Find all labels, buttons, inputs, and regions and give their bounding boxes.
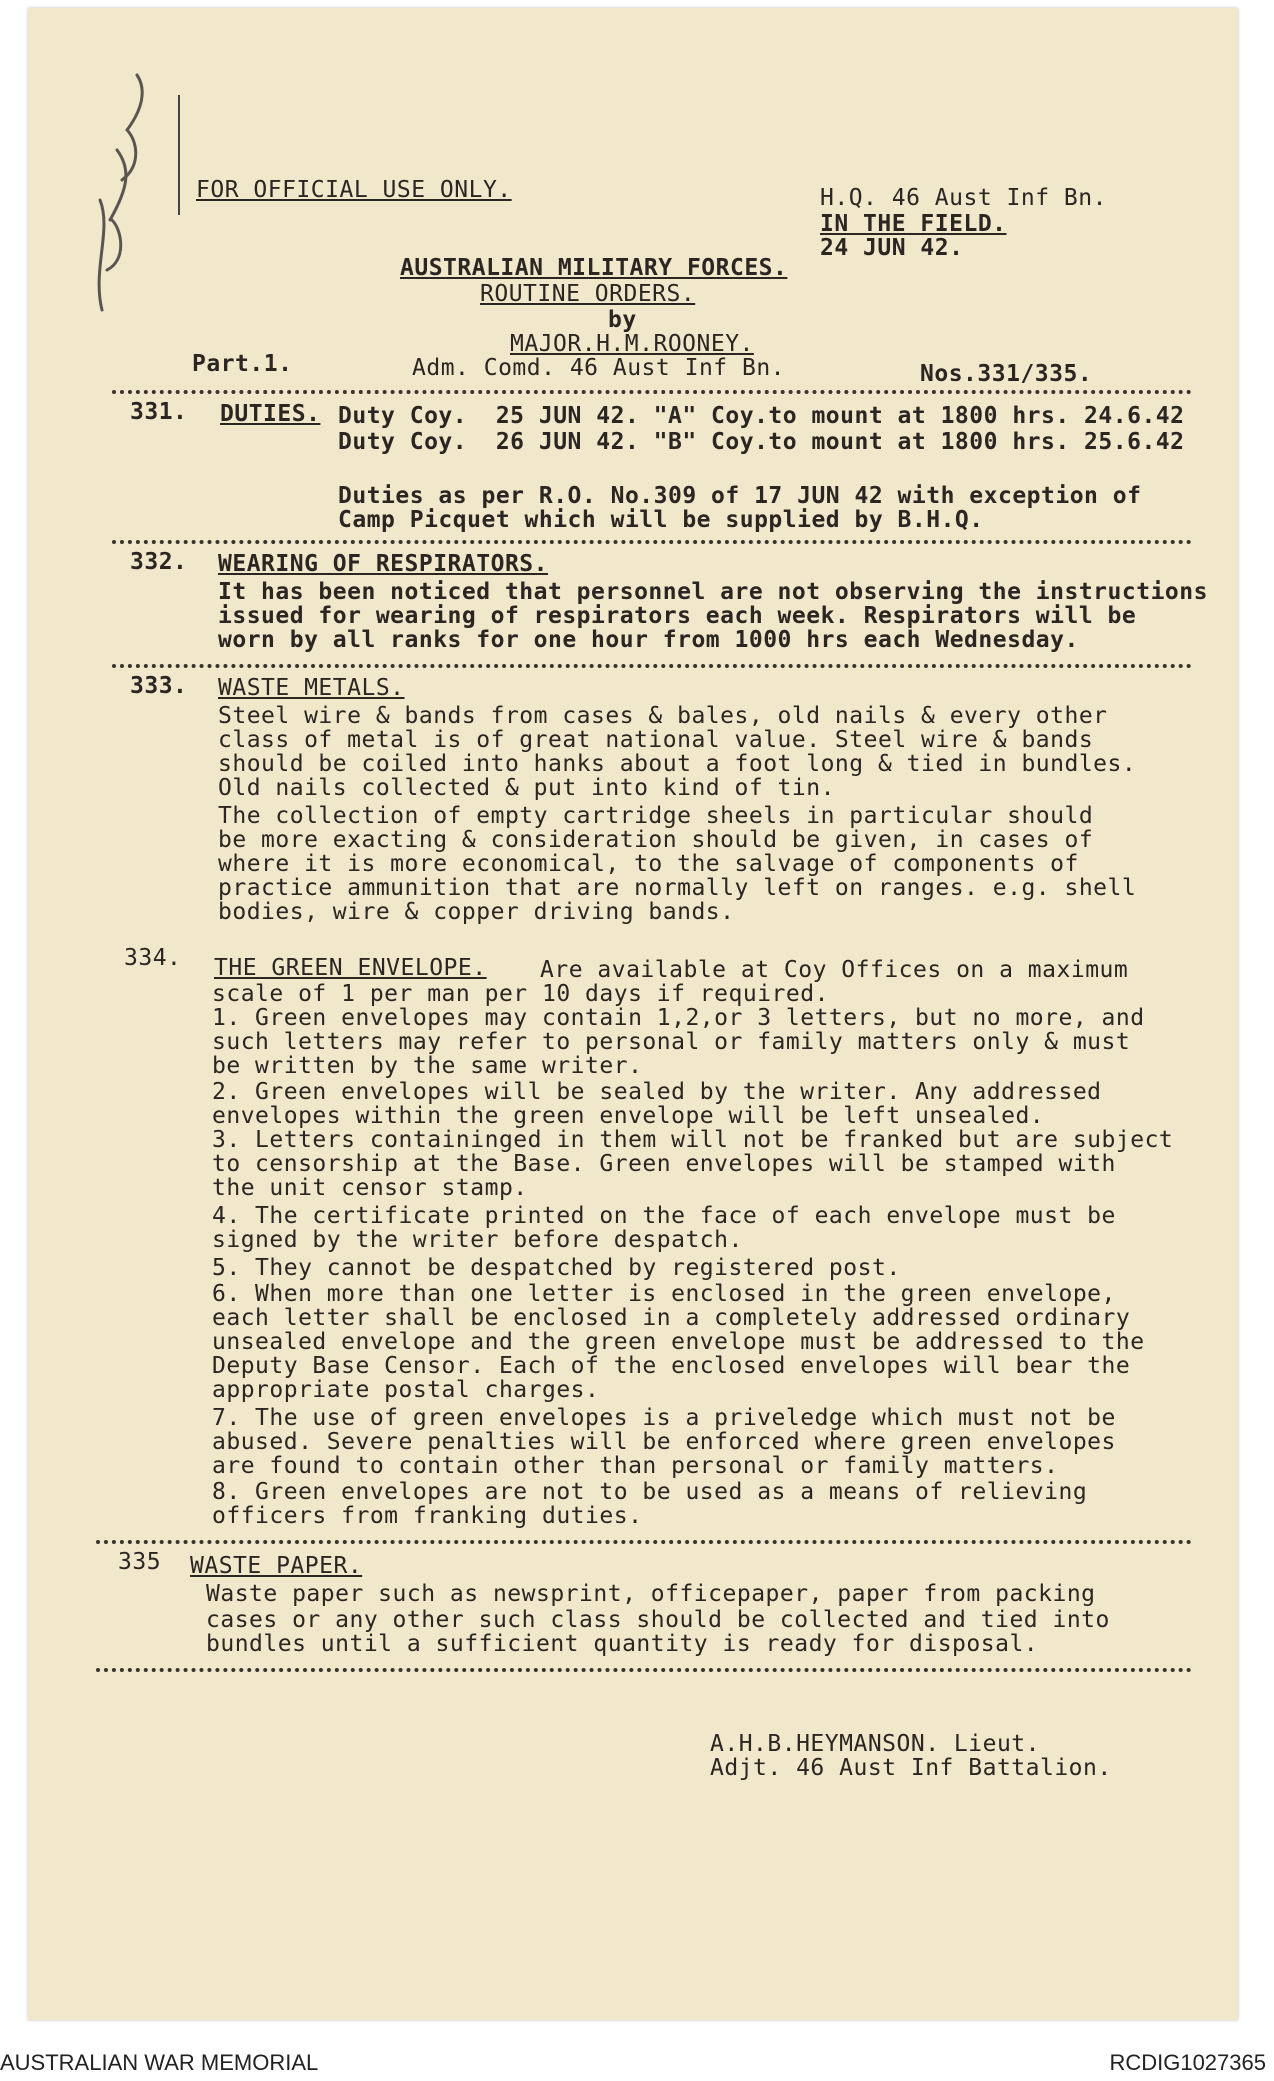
order-text: worn by all ranks for one hour from 1000 hrs each Wednesday. (218, 627, 1079, 653)
part-label: Part.1. (192, 351, 293, 377)
order-text: issued for wearing of respirators each week. Respirators will be (218, 603, 1137, 629)
order-text: 3. Letters containinged in them will not be franked but are subject (212, 1127, 1174, 1153)
order-text: 7. The use of green envelopes is a priveledge which must not be (212, 1405, 1116, 1431)
order-numbers: Nos.331/335. (920, 361, 1093, 387)
order-text: 1. Green envelopes may contain 1,2,or 3 letters, but no more, and (212, 1005, 1145, 1031)
order-heading: WASTE PAPER. (190, 1553, 363, 1579)
order-number: 331. (130, 399, 188, 425)
order-text: unsealed envelope and the green envelope must be addressed to the (212, 1329, 1145, 1355)
order-text: Duties as per R.O. No.309 of 17 JUN 42 with exception of (338, 483, 1142, 509)
order-text: where it is more economical, to the salvage of components of (218, 851, 1079, 877)
order-text: Steel wire & bands from cases & bales, old nails & every other (218, 703, 1108, 729)
divider (112, 540, 1192, 544)
order-text: Deputy Base Censor. Each of the enclosed envelopes will bear the (212, 1353, 1131, 1379)
order-text: Camp Picquet which will be supplied by B.H.Q. (338, 507, 984, 533)
order-text: appropriate postal charges. (212, 1377, 600, 1403)
order-text: Duty Coy. 26 JUN 42. "B" Coy.to mount at 1800 hrs. 25.6.42 (338, 429, 1185, 455)
order-text: The collection of empty cartridge sheels in particular should (218, 803, 1094, 829)
hq-label: H.Q. 46 Aust Inf Bn. (820, 185, 1107, 211)
order-text: to censorship at the Base. Green envelopes will be stamped with (212, 1151, 1116, 1177)
document-title: AUSTRALIAN MILITARY FORCES. (400, 255, 788, 281)
margin-rule (178, 95, 180, 215)
document-subtitle: ROUTINE ORDERS. (480, 281, 696, 307)
order-text: signed by the writer before despatch. (212, 1227, 743, 1253)
order-text: be more exacting & consideration should be given, in cases of (218, 827, 1094, 853)
order-number: 333. (130, 673, 188, 699)
divider (96, 1540, 1192, 1544)
order-heading: WEARING OF RESPIRATORS. (218, 551, 548, 577)
order-text: 5. They cannot be despatched by registered post. (212, 1255, 901, 1281)
divider (96, 1668, 1192, 1672)
order-text: class of metal is of great national value. Steel wire & bands (218, 727, 1094, 753)
order-text: 6. When more than one letter is enclosed in the green envelope, (212, 1281, 1116, 1307)
divider (112, 664, 1192, 668)
order-text: should be coiled into hanks about a foot long & tied in bundles. (218, 751, 1137, 777)
signatory-name: A.H.B.HEYMANSON. Lieut. (710, 1731, 1040, 1757)
order-text: each letter shall be enclosed in a completely addressed ordinary (212, 1305, 1131, 1331)
archive-label: AUSTRALIAN WAR MEMORIAL (0, 2050, 319, 2075)
order-text: practice ammunition that are normally left on ranges. e.g. shell (218, 875, 1137, 901)
handwritten-initials (82, 70, 162, 320)
order-text: abused. Severe penalties will be enforced where green envelopes (212, 1429, 1116, 1455)
order-text: 4. The certificate printed on the face of each envelope must be (212, 1203, 1116, 1229)
date-label: 24 JUN 42. (820, 235, 964, 261)
order-text: the unit censor stamp. (212, 1175, 528, 1201)
order-text: bodies, wire & copper driving bands. (218, 899, 735, 925)
signatory-role: Adjt. 46 Aust Inf Battalion. (710, 1755, 1112, 1781)
order-number: 334. (124, 945, 182, 971)
order-number: 335 (118, 1549, 162, 1575)
order-text: be written by the same writer. (212, 1053, 643, 1079)
order-text: bundles until a sufficient quantity is ready for disposal. (206, 1631, 1039, 1657)
order-text: envelopes within the green envelope will be left unsealed. (212, 1103, 1045, 1129)
location-label: IN THE FIELD. (820, 211, 1007, 237)
by-label: by (608, 307, 637, 333)
order-text: such letters may refer to personal or family matters only & must (212, 1029, 1131, 1055)
order-heading: DUTIES. (220, 401, 321, 427)
order-text: officers from franking duties. (212, 1503, 643, 1529)
order-heading: THE GREEN ENVELOPE. (214, 955, 487, 981)
order-text: It has been noticed that personnel are not observing the instructions (218, 579, 1208, 605)
officer-name: MAJOR.H.M.ROONEY. (510, 331, 754, 357)
order-text: are found to contain other than personal or family matters. (212, 1453, 1059, 1479)
order-text: 2. Green envelopes will be sealed by the writer. Any addressed (212, 1079, 1102, 1105)
order-heading: WASTE METALS. (218, 675, 405, 701)
order-text: Duty Coy. 25 JUN 42. "A" Coy.to mount at 1800 hrs. 24.6.42 (338, 403, 1185, 429)
order-text: Old nails collected & put into kind of tin. (218, 775, 835, 801)
divider (112, 390, 1192, 394)
classification-label: FOR OFFICIAL USE ONLY. (196, 177, 512, 203)
order-text: 8. Green envelopes are not to be used as a means of relieving (212, 1479, 1088, 1505)
officer-role: Adm. Comd. 46 Aust Inf Bn. (412, 355, 786, 381)
order-text: Are available at Coy Offices on a maximum (540, 957, 1129, 983)
order-text: scale of 1 per man per 10 days if required. (212, 981, 829, 1007)
order-text: cases or any other such class should be collected and tied into (206, 1607, 1110, 1633)
record-id: RCDIG1027365 (1109, 2050, 1266, 2075)
order-number: 332. (130, 549, 188, 575)
order-text: Waste paper such as newsprint, officepaper, paper from packing (206, 1581, 1096, 1607)
